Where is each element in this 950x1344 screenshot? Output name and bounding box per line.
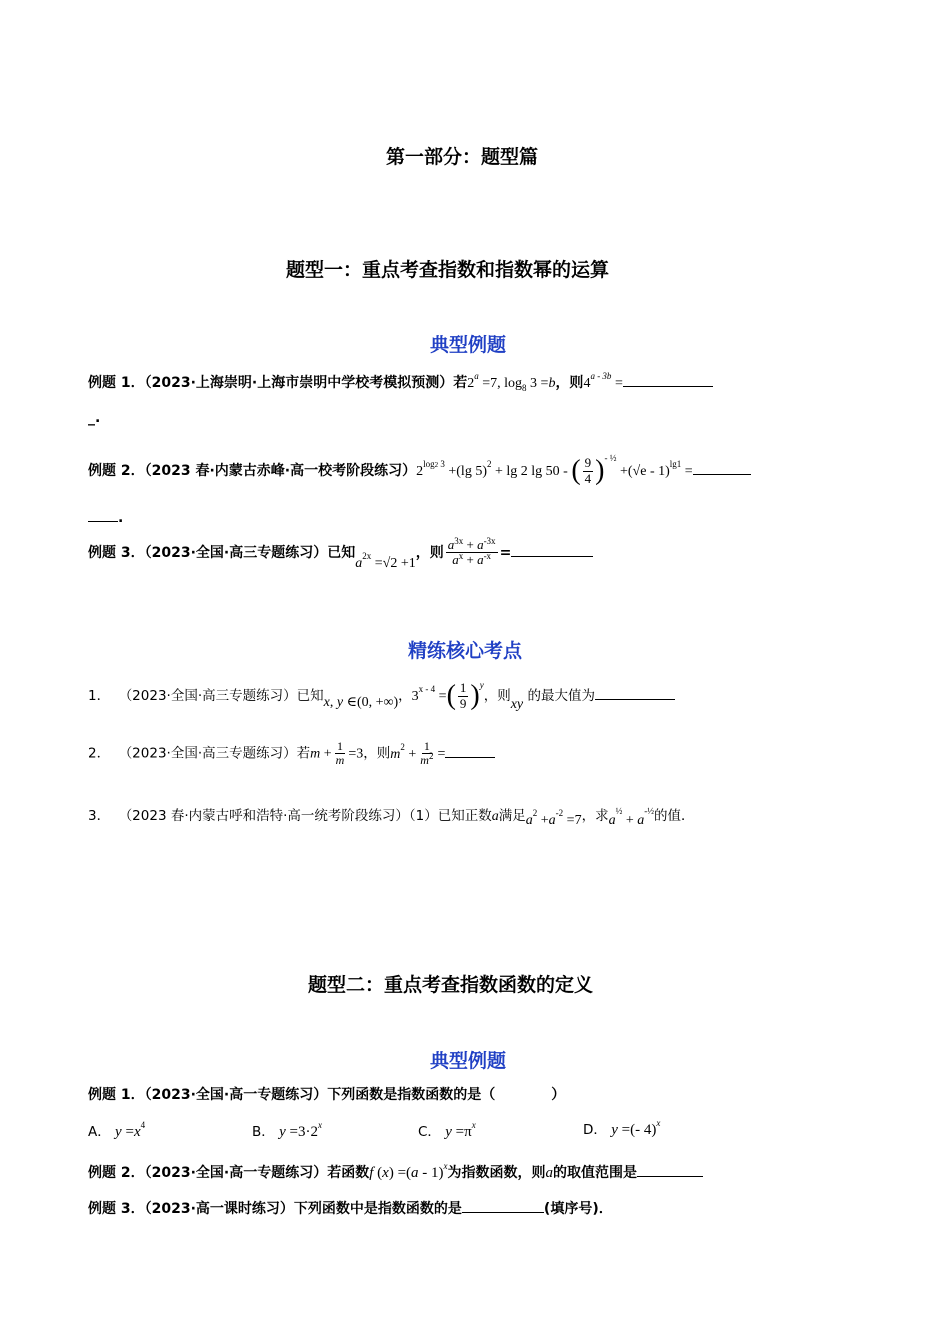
math-exponent: - ½ bbox=[604, 453, 617, 463]
practice-source: （2023·全国·高三专题练习）已知 bbox=[118, 688, 324, 704]
math-expression: $y =x^4$ bbox=[115, 1120, 146, 1140]
section2-title: 题型二：重点考查指数函数的定义 bbox=[308, 974, 594, 996]
option-letter: B． bbox=[252, 1124, 275, 1140]
option-letter: A． bbox=[88, 1124, 111, 1140]
math-expression: $2^{log2 3} +(\lg$ 5)$^2$ + lg 2 lg 50 - bbox=[416, 459, 572, 479]
example-tail: 的取值范围是 bbox=[553, 1165, 638, 1181]
section1-typical-heading: 典型例题 bbox=[430, 334, 507, 356]
example-source: （2023·上海崇明·上海市崇明中学校考模拟预测）若 bbox=[144, 375, 468, 391]
practice-item-3 bbox=[88, 804, 695, 828]
s2-example-3 bbox=[88, 1198, 613, 1218]
example-mid: ，则 bbox=[555, 375, 584, 391]
math-expression: $a^{\frac{1}{2}} + a^{-\frac{1}{2}}$ bbox=[608, 806, 654, 828]
option-letter: C． bbox=[418, 1124, 441, 1140]
practice-source: （2023·全国·高三专题练习）若 bbox=[118, 745, 311, 762]
section1-title: 题型一：重点考查指数和指数幂的运算 bbox=[286, 259, 610, 281]
example-source: （2023 春·内蒙古赤峰·高一校考阶段练习） bbox=[144, 463, 417, 479]
example-source: （2023·全国·高三专题练习）已知 bbox=[144, 544, 356, 561]
s1-example-2 bbox=[88, 455, 751, 487]
example-label: 例题 3． bbox=[88, 544, 145, 561]
answer-blank[interactable] bbox=[445, 757, 495, 758]
practice-mid: ，则 bbox=[363, 745, 391, 762]
option-d[interactable] bbox=[583, 1118, 660, 1139]
example-source: （2023·高一课时练习）下列函数中是指数函数的是 bbox=[144, 1201, 462, 1217]
example-label: 例题 2． bbox=[88, 463, 145, 479]
math-expression: $y =3\cdot 2^x$ bbox=[279, 1120, 322, 1140]
math-expression: xy bbox=[510, 697, 524, 712]
answer-blank[interactable] bbox=[462, 1212, 544, 1213]
math-variable: a bbox=[545, 1165, 554, 1181]
option-letter: D． bbox=[583, 1122, 607, 1138]
option-c[interactable] bbox=[418, 1120, 476, 1141]
math-expression: $m^2$ + bbox=[390, 741, 417, 762]
practice-mid: ，则 bbox=[483, 688, 511, 704]
practice-num: 3． bbox=[88, 808, 111, 824]
math-expression: f (x) =(a - 1)$^x$ bbox=[369, 1161, 448, 1181]
math-expression: $a^{2x} =√2 +1$ bbox=[355, 550, 416, 571]
s2-example-1 bbox=[88, 1084, 565, 1104]
math-expression: +(√e - 1)$^{lg1}$ = bbox=[616, 459, 693, 479]
answer-blank[interactable] bbox=[623, 386, 713, 387]
answer-blank[interactable] bbox=[637, 1176, 703, 1177]
example-mid: ，则 bbox=[415, 544, 444, 561]
s1-example-1 bbox=[88, 372, 713, 392]
option-b[interactable] bbox=[252, 1120, 322, 1141]
practice-tail: 的最大值为 bbox=[527, 688, 595, 704]
math-fraction: $\frac{9}{4}$ bbox=[584, 455, 592, 486]
example-tail: (填序号)． bbox=[543, 1201, 613, 1217]
section2-typical-heading: 典型例题 bbox=[430, 1050, 507, 1072]
practice-mid2: ，求 bbox=[581, 808, 609, 824]
example-mid: 为指数函数，则 bbox=[447, 1165, 546, 1181]
math-fraction: $\frac{1}{m^2}$ bbox=[420, 739, 434, 768]
s1-example-2-tail bbox=[88, 510, 123, 526]
example-label: 例题 1． bbox=[88, 375, 145, 391]
practice-item-1: 1． （2023·全国·高三专题练习）已知x, y ∈(0, +∞)，$3^{x - 4}$ =( $\frac{1}{9}$ )$^y$，则xy 的最大值为 bbox=[88, 680, 675, 712]
paren-right-icon: ) bbox=[470, 680, 480, 711]
paren-right-icon: ) bbox=[595, 455, 605, 486]
practice-mid1: 满足 bbox=[498, 808, 526, 824]
practice-num: 1． bbox=[88, 688, 111, 704]
example-tail: . bbox=[118, 510, 124, 526]
example-label: 例题 3． bbox=[88, 1201, 145, 1217]
math-expression: $2^a =7$, $\log_8 3 =b$ bbox=[467, 371, 556, 393]
example-text: （2023·全国·高一专题练习）下列函数是指数函数的是（ ） bbox=[144, 1087, 566, 1103]
practice-tail: 的值． bbox=[653, 808, 695, 824]
answer-blank[interactable] bbox=[693, 474, 751, 475]
example-source: （2023·全国·高一专题练习）若函数 bbox=[144, 1165, 370, 1181]
math-exponent: y bbox=[479, 680, 484, 690]
math-expression: =3 bbox=[348, 746, 364, 762]
practice-item-2: 2． （2023·全国·高三专题练习）若m + $\frac{1}{m}$ =3，则$m^2$ + $\frac{1}{m^2}$ = bbox=[88, 740, 495, 767]
example-label: 例题 2． bbox=[88, 1165, 145, 1181]
practice-source: （2023 春·内蒙古呼和浩特·高一统考阶段练习）（1）已知正数 bbox=[118, 808, 492, 824]
math-expression: x, y ∈(0, +∞) bbox=[323, 695, 399, 710]
math-fraction: $\frac{a^{3x} + a^{-3x}}{a^x + a^{-x}}$ bbox=[447, 536, 496, 568]
part-title: 第一部分：题型篇 bbox=[386, 146, 539, 168]
option-a[interactable] bbox=[88, 1120, 145, 1141]
math-expression: $3^{x - 4}$ = bbox=[411, 684, 447, 704]
example-label: 例题 1． bbox=[88, 1087, 145, 1103]
s1-example-3: 例题 3．（2023·全国·高三专题练习）已知$a^{2x} =√2 +1$，则 $\frac{a^{3x} + a^{-3x}}{a^x + a^{-x}}$ = bbox=[88, 538, 593, 568]
math-fraction: $\frac{1}{9}$ bbox=[459, 680, 467, 711]
math-expression: m + bbox=[310, 746, 332, 762]
practice-num: 2． bbox=[88, 745, 111, 762]
math-expression: $y =\pi^x$ bbox=[445, 1120, 476, 1140]
paren-left-icon: ( bbox=[446, 680, 456, 711]
math-expression: $4^{a - 3b}$ = bbox=[583, 371, 623, 391]
section1-practice-heading: 精练核心考点 bbox=[408, 640, 523, 662]
s1-example-1-tail: _. bbox=[88, 410, 101, 426]
paren-left-icon: ( bbox=[571, 455, 581, 486]
math-expression: y =(- 4)$^x$ bbox=[611, 1118, 661, 1138]
answer-blank[interactable] bbox=[511, 556, 593, 557]
answer-blank[interactable] bbox=[595, 699, 675, 700]
math-fraction: $\frac{1}{m}$ bbox=[335, 739, 345, 768]
s2-example-2 bbox=[88, 1162, 703, 1182]
answer-blank-cont[interactable] bbox=[88, 521, 118, 522]
math-variable: a bbox=[491, 809, 499, 824]
math-expression: $a^2 +a^{-2} =7$ bbox=[525, 808, 582, 828]
